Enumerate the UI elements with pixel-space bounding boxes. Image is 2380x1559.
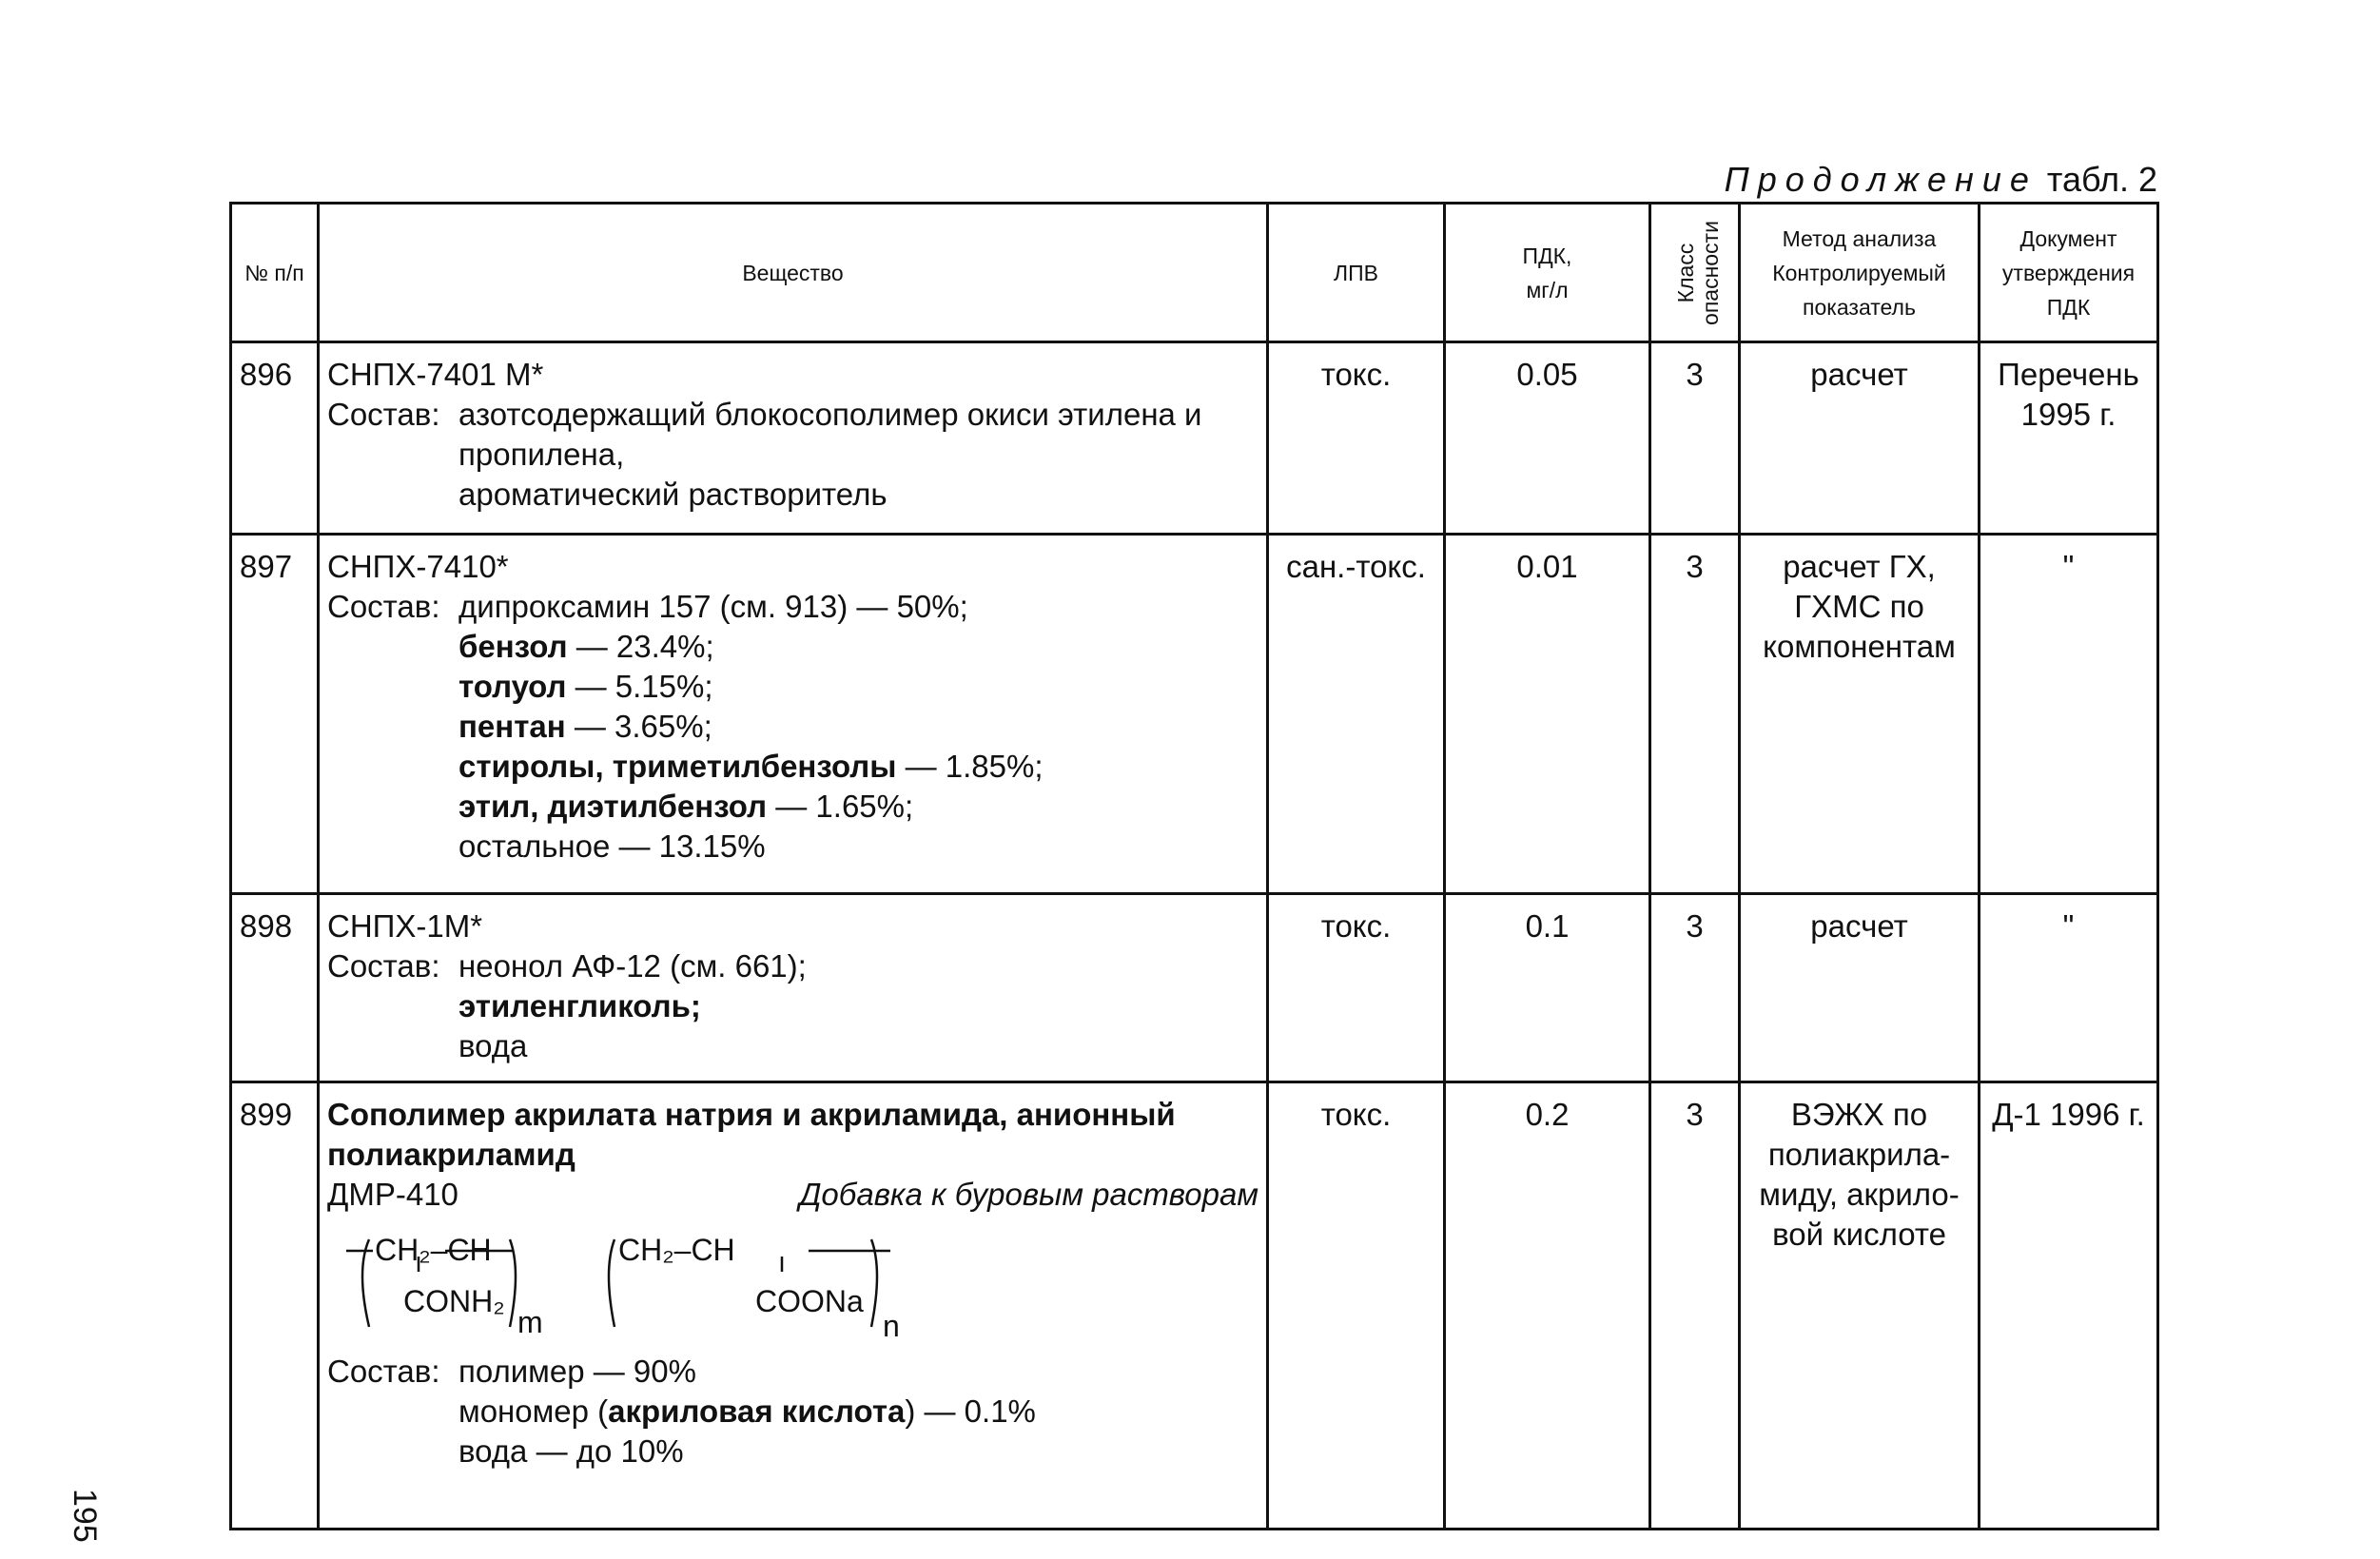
analysis-method: расчет (1740, 894, 1980, 1082)
approval-document: Перечень 1995 г. (1980, 342, 2158, 535)
component-share: — 1.65%; (767, 789, 914, 824)
header-doc-line2: утверждения (2001, 260, 2136, 285)
unit1-main-chain: CH₂–CH (375, 1233, 492, 1267)
composition-label: Состав: (327, 397, 440, 432)
substance-name: СНПХ-7410* (327, 549, 509, 584)
composition-item (327, 707, 1258, 747)
composition-item: полимер — 90% (458, 1354, 696, 1389)
component-name: толуол (458, 669, 567, 704)
lpv-value: сан.-токс. (1268, 535, 1445, 894)
composition-item (327, 747, 1258, 787)
table-continuation-caption (1725, 160, 2157, 200)
approval-document: " (1980, 894, 2158, 1082)
hazard-class-value: 3 (1650, 894, 1740, 1082)
approval-document: Д-1 1996 г. (1980, 1082, 2158, 1530)
unit2-main-chain: CH₂–CH (618, 1233, 735, 1267)
row-num: 896 (231, 342, 319, 535)
pdk-value: 0.2 (1445, 1082, 1650, 1530)
component-share: — 1.85%; (896, 749, 1044, 784)
continuation-word: Продолжение (1724, 160, 2038, 199)
lpv-value: токс. (1268, 342, 1445, 535)
composition-label: Состав: (327, 1354, 440, 1389)
header-hazard-line1: Класс (1673, 243, 1698, 302)
substance-cell (319, 894, 1268, 1082)
component-name: этил, диэтилбензол (458, 789, 768, 824)
substance-cell (319, 535, 1268, 894)
header-doc-line3: ПДК (2046, 294, 2091, 320)
composition-label: Состав: (327, 589, 440, 624)
usage-note: Добавка к буровым растворам (799, 1177, 1258, 1212)
substance-cell (319, 342, 1268, 535)
header-hazard-class (1650, 204, 1740, 342)
header-doc-line1: Документ (2019, 225, 2117, 251)
substance-cell (319, 1082, 1268, 1530)
header-document (1980, 204, 2158, 342)
header-pdk-line2: мг/л (1526, 277, 1569, 302)
substance-table (229, 202, 2159, 1530)
page-number: 195 (67, 1489, 103, 1543)
composition-item (327, 1392, 1258, 1432)
composition-item: остальное — 13.15% (458, 828, 766, 864)
header-num: № п/п (231, 204, 319, 342)
brand-name: ДМР-410 (327, 1177, 458, 1212)
table-row (231, 535, 2158, 894)
component-name: стиролы, триметилбензолы (458, 749, 897, 784)
pdk-value: 0.01 (1445, 535, 1650, 894)
component-share: ) — 0.1% (905, 1393, 1036, 1429)
composition-item: дипроксамин 157 (см. 913) — 50%; (458, 589, 968, 624)
row-num: 898 (231, 894, 319, 1082)
header-row (231, 204, 2158, 342)
component-share: — 5.15%; (566, 669, 713, 704)
composition-label: Состав: (327, 948, 440, 984)
component-name: пентан (458, 709, 566, 744)
composition-item: ароматический растворитель (458, 477, 888, 512)
structural-formula (333, 1222, 942, 1344)
substance-name: СНПХ-7401 М* (327, 357, 544, 392)
component-prefix: мономер ( (458, 1393, 609, 1429)
header-method (1740, 204, 1980, 342)
substance-name: СНПХ-1М* (327, 908, 483, 944)
lpv-value: токс. (1268, 1082, 1445, 1530)
composition-item: азотсодержащий блокосополимер окиси этилена и пропилена, (458, 397, 1202, 472)
component-name: акриловая кислота (608, 1393, 906, 1429)
table-row (231, 1082, 2158, 1530)
row-num: 899 (231, 1082, 319, 1530)
pdk-value: 0.05 (1445, 342, 1650, 535)
header-method-line3: показатель (1803, 294, 1916, 320)
analysis-method: ВЭЖХ по полиакрила-миду, акрило-вой кислоте (1740, 1082, 1980, 1530)
approval-document: " (1980, 535, 2158, 894)
component-share: — 3.65%; (565, 709, 712, 744)
table-row (231, 894, 2158, 1082)
hazard-class-value: 3 (1650, 342, 1740, 535)
composition-item (327, 667, 1258, 707)
lpv-value: токс. (1268, 894, 1445, 1082)
unit2-side-group: COONa (755, 1284, 864, 1318)
composition-item: неонол АФ-12 (см. 661); (458, 948, 807, 984)
component-share: — 23.4%; (567, 629, 714, 664)
header-method-line2: Контролируемый (1772, 260, 1946, 285)
composition-item (327, 787, 1258, 827)
table-row (231, 342, 2158, 535)
unit1-side-group: CONH₂ (403, 1284, 505, 1318)
hazard-class-value: 3 (1650, 535, 1740, 894)
composition-item: вода (458, 1028, 528, 1063)
header-lpv: ЛПВ (1268, 204, 1445, 342)
header-pdk-line1: ПДК, (1522, 243, 1572, 268)
unit2-index: n (883, 1309, 900, 1343)
header-hazard-line2: опасности (1698, 220, 1723, 325)
component-name: бензол (458, 629, 568, 664)
hazard-class-value: 3 (1650, 1082, 1740, 1530)
pdk-value: 0.1 (1445, 894, 1650, 1082)
substance-name: Сополимер акрилата натрия и акриламида, анионный полиакриламид (327, 1097, 1176, 1172)
header-substance: Вещество (319, 204, 1268, 342)
header-pdk (1445, 204, 1650, 342)
composition-item: вода — до 10% (458, 1433, 684, 1469)
analysis-method: расчет ГХ, ГХМС по компонентам (1740, 535, 1980, 894)
unit1-index: m (517, 1305, 543, 1339)
row-num: 897 (231, 535, 319, 894)
composition-item: этиленгликоль; (458, 988, 701, 1023)
composition-item (327, 627, 1258, 667)
continuation-table-ref: табл. 2 (2037, 160, 2157, 199)
header-method-line1: Метод анализа (1782, 225, 1937, 251)
analysis-method: расчет (1740, 342, 1980, 535)
